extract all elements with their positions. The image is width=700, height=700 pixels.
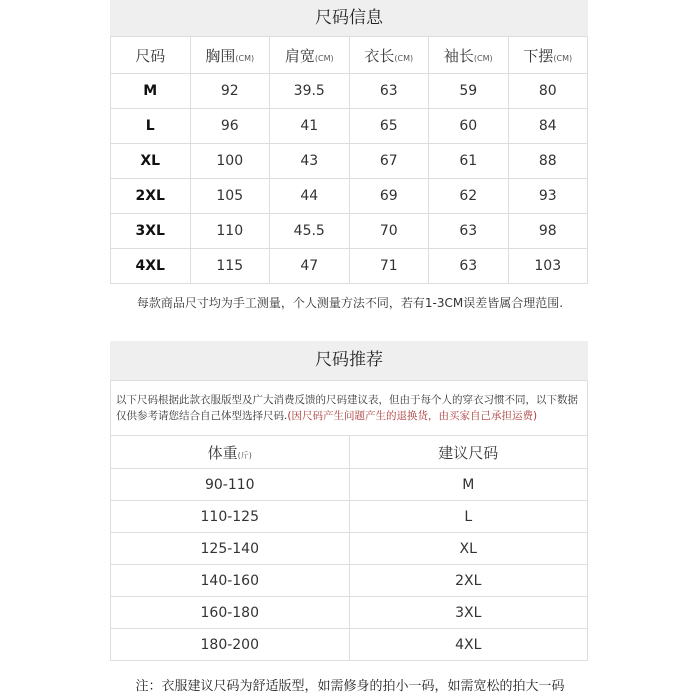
table-row <box>111 74 588 109</box>
measurement-cell: 44 <box>270 179 350 214</box>
size-cell: L <box>111 109 191 144</box>
size-cell: 4XL <box>349 629 588 661</box>
column-header: 体重(斤) <box>111 436 350 469</box>
measurement-cell: 62 <box>429 179 509 214</box>
measurement-cell: 61 <box>429 144 509 179</box>
measurement-cell: 63 <box>429 249 509 284</box>
measurement-cell: 69 <box>349 179 429 214</box>
size-cell: XL <box>111 144 191 179</box>
weight-cell: 140-160 <box>111 565 350 597</box>
size-cell: 2XL <box>349 565 588 597</box>
column-header: 尺码 <box>111 37 191 74</box>
unit-label: (CM) <box>473 53 493 63</box>
measurement-cell: 47 <box>270 249 350 284</box>
measurement-cell: 59 <box>429 74 509 109</box>
measurement-cell: 100 <box>190 144 270 179</box>
column-header: 建议尺码 <box>349 436 588 469</box>
size-info-table <box>110 36 588 284</box>
weight-cell: 110-125 <box>111 501 350 533</box>
measurement-cell: 88 <box>508 144 588 179</box>
measurement-cell: 60 <box>429 109 509 144</box>
table-row <box>111 214 588 249</box>
measurement-cell: 92 <box>190 74 270 109</box>
measurement-cell: 63 <box>349 74 429 109</box>
size-cell: M <box>349 469 588 501</box>
table-row <box>111 565 588 597</box>
measurement-cell: 96 <box>190 109 270 144</box>
return-policy-text: (因尺码产生问题产生的退换货，由买家自己承担运费) <box>287 410 538 422</box>
size-cell: M <box>111 74 191 109</box>
column-header: 下摆(CM) <box>508 37 588 74</box>
unit-label: (CM) <box>235 53 255 63</box>
measurement-cell: 43 <box>270 144 350 179</box>
size-recommend-title: 尺码推荐 <box>110 341 588 380</box>
measurement-cell: 93 <box>508 179 588 214</box>
measurement-cell: 110 <box>190 214 270 249</box>
table-row <box>111 144 588 179</box>
column-header: 肩宽(CM) <box>270 37 350 74</box>
description-text: 以下尺码根据此款衣服版型及广大消费反馈的尺码建议表，但由于每个人的穿衣习惯不同，以下数据仅供参考请您结合自己体型选择尺码. <box>116 394 578 422</box>
weight-cell: 125-140 <box>111 533 350 565</box>
table-row <box>111 109 588 144</box>
measurement-cell: 45.5 <box>270 214 350 249</box>
header-row <box>111 436 588 469</box>
weight-cell: 90-110 <box>111 469 350 501</box>
column-header: 衣长(CM) <box>349 37 429 74</box>
size-recommend-table <box>110 435 588 661</box>
measurement-cell: 67 <box>349 144 429 179</box>
table-row <box>111 469 588 501</box>
size-cell: XL <box>349 533 588 565</box>
size-cell: 2XL <box>111 179 191 214</box>
recommend-description <box>110 380 588 435</box>
size-cell: L <box>349 501 588 533</box>
measurement-cell: 115 <box>190 249 270 284</box>
measurement-cell: 70 <box>349 214 429 249</box>
measurement-cell: 103 <box>508 249 588 284</box>
measurement-cell: 105 <box>190 179 270 214</box>
measurement-cell: 63 <box>429 214 509 249</box>
measurement-cell: 65 <box>349 109 429 144</box>
header-row <box>111 37 588 74</box>
measurement-note: 每款商品尺寸均为手工测量，个人测量方法不同，若有1-3CM误差皆属合理范围. <box>136 296 564 310</box>
measurement-cell: 71 <box>349 249 429 284</box>
weight-cell: 180-200 <box>111 629 350 661</box>
unit-label: (CM) <box>553 53 573 63</box>
table-row <box>111 249 588 284</box>
unit-label: (CM) <box>394 53 414 63</box>
measurement-cell: 84 <box>508 109 588 144</box>
footer-note: 注：衣服建议尺码为舒适版型，如需修身的拍小一码，如需宽松的拍大一码 <box>135 679 565 694</box>
size-cell: 4XL <box>111 249 191 284</box>
table-row <box>111 501 588 533</box>
weight-cell: 160-180 <box>111 597 350 629</box>
table-row <box>111 533 588 565</box>
measurement-cell: 80 <box>508 74 588 109</box>
column-header: 袖长(CM) <box>429 37 509 74</box>
unit-label: (CM) <box>314 53 334 63</box>
table-row <box>111 179 588 214</box>
table-row <box>111 629 588 661</box>
size-cell: 3XL <box>349 597 588 629</box>
table-row <box>111 597 588 629</box>
measurement-cell: 39.5 <box>270 74 350 109</box>
column-header: 胸围(CM) <box>190 37 270 74</box>
measurement-cell: 98 <box>508 214 588 249</box>
size-cell: 3XL <box>111 214 191 249</box>
measurement-cell: 41 <box>270 109 350 144</box>
unit-label: (斤) <box>237 450 252 460</box>
size-info-title: 尺码信息 <box>110 0 588 36</box>
